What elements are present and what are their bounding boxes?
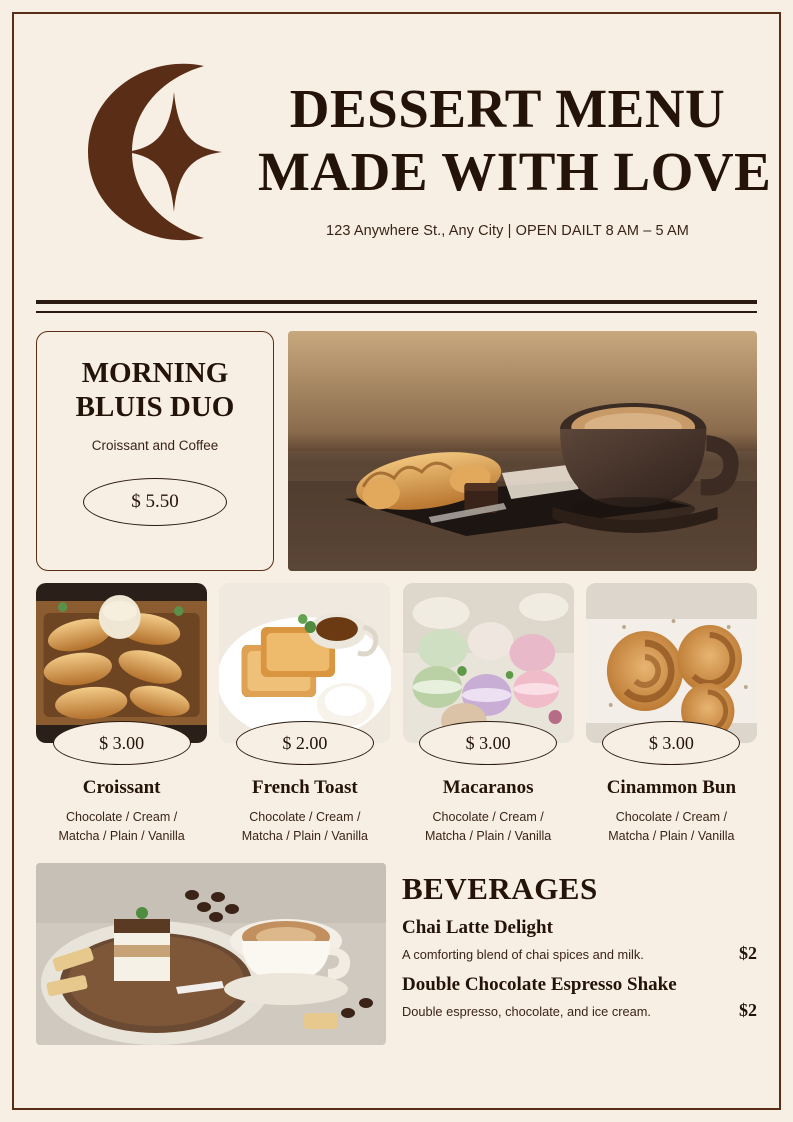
item-price-badge: $ 3.00 [419,721,557,765]
menu-item [36,583,207,847]
item-name: French Toast [251,777,358,798]
item-options [403,808,574,847]
feature-section [36,331,757,571]
menu-header [36,32,772,294]
item-options-line-2: Matcha / Plain / Vanilla [241,829,368,844]
feature-title-line-1: MORNING [81,357,229,389]
divider-thick [36,300,757,304]
title-line-2: MADE WITH LOVE [258,140,772,202]
page-title [258,78,772,240]
item-options-line-1: Chocolate / Cream / [432,810,544,824]
title-line-1: DESSERT MENU [289,78,726,139]
item-options [36,808,207,847]
beverages-title: BEVERAGES [402,870,598,906]
item-photo-macarons [403,583,574,743]
item-options-line-2: Matcha / Plain / Vanilla [58,829,185,844]
feature-price-badge: $ 5.50 [83,478,227,526]
item-options [219,808,390,847]
beverage-price: $2 [739,942,757,963]
menu-item [403,583,574,847]
address-hours: 123 Anywhere St., Any City | OPEN DAILT 8 AM – 5 AM [326,223,689,240]
item-options-line-1: Chocolate / Cream / [615,810,727,824]
feature-title-line-2: BLUIS DUO [75,391,235,424]
feature-card [36,331,274,571]
beverage-name: Chai Latte Delight [402,916,553,938]
item-price-badge: $ 3.00 [602,721,740,765]
crescent-sparkle-logo-icon [54,44,244,259]
beverages-list [402,863,757,1045]
item-options-line-2: Matcha / Plain / Vanilla [608,829,735,844]
item-photo-french-toast [219,583,390,743]
item-name: Cinammon Bun [606,777,737,798]
beverage-item [402,917,757,964]
menu-item [219,583,390,847]
beverages-section [36,863,757,1045]
item-options-line-1: Chocolate / Cream / [249,810,361,824]
beverage-description: Double espresso, chocolate, and ice cream. [402,1003,651,1019]
feature-photo [288,331,757,571]
item-photo-cinnamon-bun [586,583,757,743]
item-name: Croissant [82,777,161,798]
menu-item [586,583,757,847]
item-photo-croissant [36,583,207,743]
divider-thin [36,311,757,313]
item-price-badge: $ 3.00 [53,721,191,765]
beverage-name: Double Chocolate Espresso Shake [402,973,677,995]
feature-description: Croissant and Coffee [91,438,219,454]
item-options-line-2: Matcha / Plain / Vanilla [425,829,552,844]
header-divider [36,300,757,313]
beverage-item [402,974,757,1021]
beverages-photo [36,863,386,1045]
item-price-badge: $ 2.00 [236,721,374,765]
item-options-line-1: Chocolate / Cream / [66,810,178,824]
item-name: Macaranos [442,777,534,798]
item-options [586,808,757,847]
beverage-description: A comforting blend of chai spices and milk. [402,946,644,962]
beverage-price: $2 [739,999,757,1020]
item-grid [36,583,757,847]
